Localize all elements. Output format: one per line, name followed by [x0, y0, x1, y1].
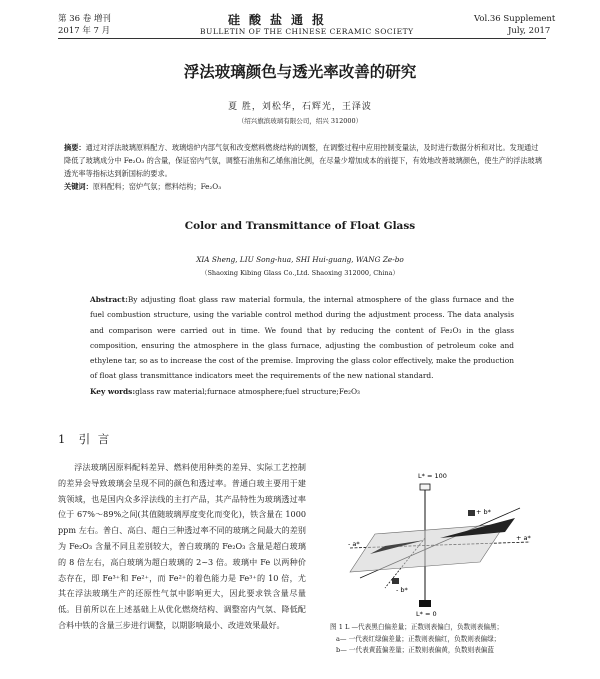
- body-column-left: [58, 460, 306, 634]
- header-date-en: July, 2017: [508, 26, 551, 36]
- keywords-en: glass raw material;furnace atmosphere;fuel structure;Fe₂O₃: [135, 386, 360, 396]
- abstract-en: [90, 292, 514, 399]
- caption-line-1: 图 1 L —代表黑白偏差量；正数则表偏白，负数则表偏黑；: [330, 623, 504, 631]
- paper-title-cn: 浮法玻璃颜色与透光率改善的研究: [183, 62, 417, 81]
- keywords-cn-label: 关键词：: [64, 182, 93, 191]
- section-title: 引 言: [78, 432, 112, 446]
- section-number: 1: [58, 432, 68, 446]
- figure-lab-color-space: [330, 468, 550, 618]
- abstract-cn: [64, 141, 542, 193]
- keywords-en-label: Key words:: [90, 386, 136, 396]
- paper-title-en: Color and Transmittance of Float Glass: [184, 220, 416, 232]
- blue-swatch: [392, 578, 399, 584]
- plus-b-label: + b*: [476, 508, 491, 516]
- figure-caption: [330, 622, 503, 657]
- yellow-swatch: [468, 510, 475, 516]
- plus-a-label: + a*: [516, 534, 531, 542]
- header-rule: [58, 38, 546, 39]
- minus-b-label: - b*: [396, 586, 408, 594]
- header-date: 2017 年 7 月: [58, 26, 111, 36]
- authors-cn: 夏 胜，刘松华，石辉光，王泽波: [228, 102, 372, 112]
- authors-en: XIA Sheng, LIU Song-hua, SHI Hui-guang, WANG Ze-bo: [196, 255, 404, 264]
- axis-label-bottom: L* = 0: [416, 610, 437, 618]
- white-block: [420, 484, 430, 490]
- caption-line-2: a— 一代表红绿偏差量；正数则表偏红，负数则表偏绿；: [336, 634, 501, 643]
- body-paragraph-1: 浮法玻璃因原料配料差异、燃料使用种类的差异、实际工艺控制的差异会导致玻璃会呈现不同的颜色和透过率。普通白玻主要用于建筑领域，也是国内众多浮法线的主打产品，其产品特性为玻璃透过率位于 67%～89%之间(其值随玻璃厚度变化而变化)，铁含量在 1000 ppm 左右。普白、高白、超白三种透过率不同的玻璃之间最大的差别为 Fe₂O₃ 含量不同且差别较大，普白玻璃的 Fe₂O₃ 含量是超白玻璃的 8 倍左右，高白玻璃为超白玻璃的 2~3 倍。玻璃中 Fe 以两种价态存在，即 Fe³⁺和 Fe²⁺，而 Fe²⁺的着色能力是 Fe³⁺的 10 倍，尤其在浮法玻璃生产的还原性气氛中影响更大，因此要求铁含量尽量低。目前所以在上述基础上从优化燃烧结构、调整窑内气氛、降低配合料中铁的含量三步进行调整，以期影响最小、改进效果最好。: [58, 462, 306, 630]
- header-journal-cn: 硅酸盐通报: [228, 13, 334, 27]
- header-journal-en: BULLETIN OF THE CHINESE CERAMIC SOCIETY: [200, 27, 414, 36]
- header-volume: Vol.36 Supplement: [474, 14, 556, 24]
- header-issue: 第 36 卷 増刊: [58, 14, 111, 24]
- abstract-en-label: Abstract:: [90, 295, 128, 304]
- affiliation-en: （Shaoxing Kibing Glass Co.,Ltd. Shaoxing 312000, China）: [200, 269, 399, 277]
- abstract-cn-text: 通过对浮法玻璃原料配方、玻璃熔炉内部气氛和改变燃料燃烧结构的调整，在调整过程中应用控制变量法，及时进行数据分析和对比。发现通过降低了玻璃成分中 Fe₂O₃ 的含量，保证窑内气氛，调整石油焦和乙烯焦油比例，在尽量少增加成本的前提下，有效地改善玻璃颜色，使生产的浮法玻璃透光率等指标达到新国标的要求。: [64, 143, 542, 178]
- abstract-en-text: By adjusting float glass raw material formula, the internal atmosphere of the glass furnace and the fuel combustion structure, using the variable control method during the adjustment process. The data analysis and comparison were carried out in time. We found that by reducing the content of Fe₂O₃ in the glass composition, ensuring the atmosphere in the glass furnace, adjusting the combustion of petroleum coke and ethylene tar, so as to increase the cost of the premise. Improving the glass color effectively, make the production of float glass transmittance indicators meet the requirements of the new national standard.: [90, 295, 514, 381]
- axis-label-top: L* = 100: [418, 472, 447, 480]
- caption-line-3: b— 一代表黄蓝偏差量；正数则表偏黄，负数则表偏蓝: [336, 646, 494, 654]
- abstract-cn-label: 摘要：: [64, 143, 86, 152]
- black-block: [419, 600, 431, 607]
- section-heading: [58, 431, 111, 447]
- minus-a-label: - a*: [348, 540, 360, 548]
- keywords-cn: 原料配料；窑炉气氛；燃料结构；Fe₂O₃: [92, 182, 222, 191]
- affiliation-cn: （绍兴旗滨玻璃有限公司，绍兴 312000）: [237, 117, 363, 125]
